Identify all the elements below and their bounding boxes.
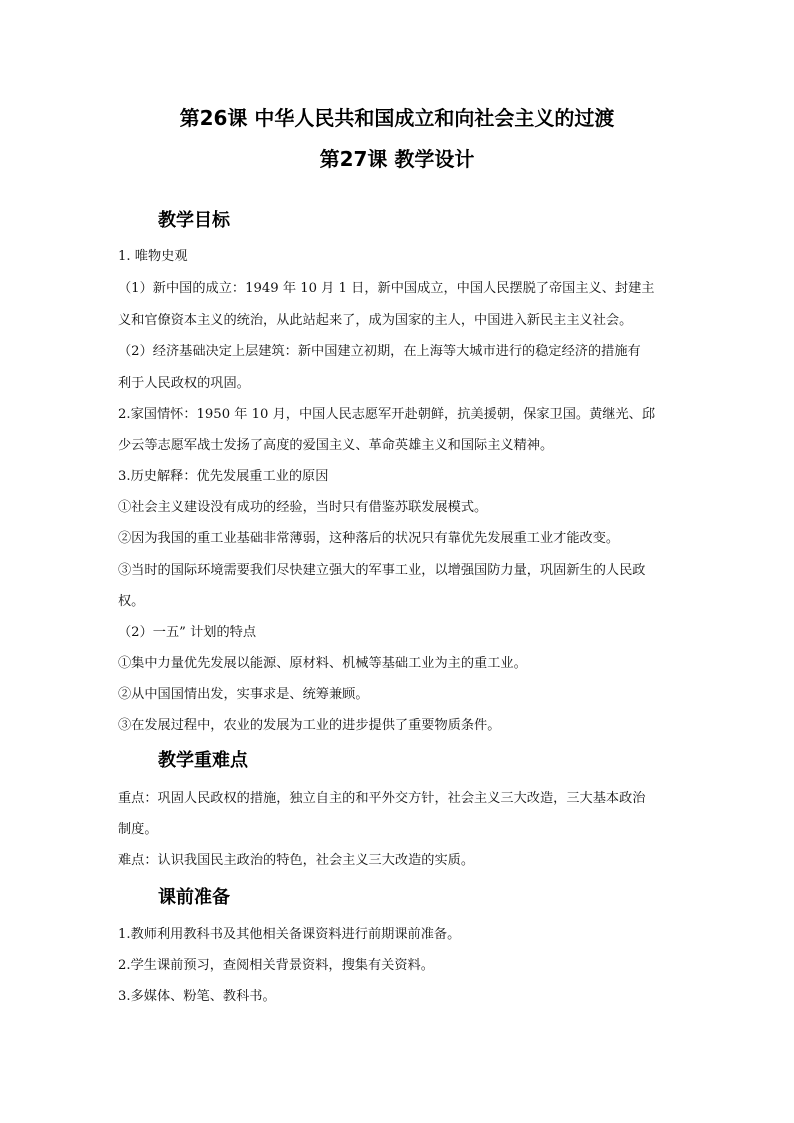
section-heading-objectives: 教学目标 [158, 210, 230, 231]
document-subtitle: 第27课 教学设计 [319, 147, 475, 171]
key-points-line: 重点：巩固人民政权的措施，独立自主的和平外交方针，社会主义三大改造，三大基本政治 [118, 791, 646, 806]
objectives-line: 3.历史解释：优先发展重工业的原因 [118, 469, 329, 484]
objectives-line: （2）一五” 计划的特点 [118, 625, 257, 640]
objectives-line: 利于人民政权的巩固。 [118, 376, 250, 391]
preparation-line: 1.教师利用教科书及其他相关备课资料进行前期课前准备。 [118, 927, 461, 942]
objectives-line: ③当时的国际环境需要我们尽快建立强大的军事工业，以增强国防力量，巩固新生的人民政 [118, 563, 646, 578]
objectives-line: 1. 唯物史观 [118, 249, 188, 264]
preparation-line: 3.多媒体、粉笔、教科书。 [118, 989, 276, 1004]
objectives-line: ③在发展过程中，农业的发展为工业的进步提供了重要物质条件。 [118, 718, 501, 733]
objectives-line: ①集中力量优先发展以能源、原材料、机械等基础工业为主的重工业。 [118, 656, 527, 671]
objectives-line: ②因为我国的重工业基础非常薄弱，这种落后的状况只有靠优先发展重工业才能改变。 [118, 531, 620, 546]
objectives-line: （2）经济基础决定上层建筑：新中国建立初期，在上海等大城市进行的稳定经济的措施有 [118, 344, 641, 359]
objectives-line: ②从中国国情出发，实事求是、统筹兼顾。 [118, 687, 369, 702]
objectives-line: 权。 [118, 594, 145, 609]
objectives-line: 义和官僚资本主义的统治，从此站起来了，成为国家的主人，中国进入新民主主义社会。 [118, 313, 633, 328]
preparation-line: 2.学生课前预习，查阅相关背景资料，搜集有关资料。 [118, 958, 434, 973]
key-points-line: 制度。 [118, 822, 158, 837]
key-points-line: 难点：认识我国民主政治的特色，社会主义三大改造的实质。 [118, 853, 475, 868]
document-title: 第26课 中华人民共和国成立和向社会主义的过渡 [179, 106, 615, 130]
objectives-line: （1）新中国的成立：1949 年 10 月 1 日，新中国成立，中国人民摆脱了帝国主义、封建主 [118, 281, 655, 296]
objectives-line: ①社会主义建设没有成功的经验，当时只有借鉴苏联发展模式。 [118, 500, 488, 515]
section-heading-key-points: 教学重难点 [158, 750, 248, 771]
section-heading-preparation: 课前准备 [158, 887, 230, 908]
objectives-line: 少云等志愿军战士发扬了高度的爱国主义、革命英雄主义和国际主义精神。 [118, 438, 554, 453]
objectives-line: 2.家国情怀：1950 年 10 月，中国人民志愿军开赴朝鲜，抗美援朝，保家卫国。黄继光、邱 [118, 407, 656, 422]
